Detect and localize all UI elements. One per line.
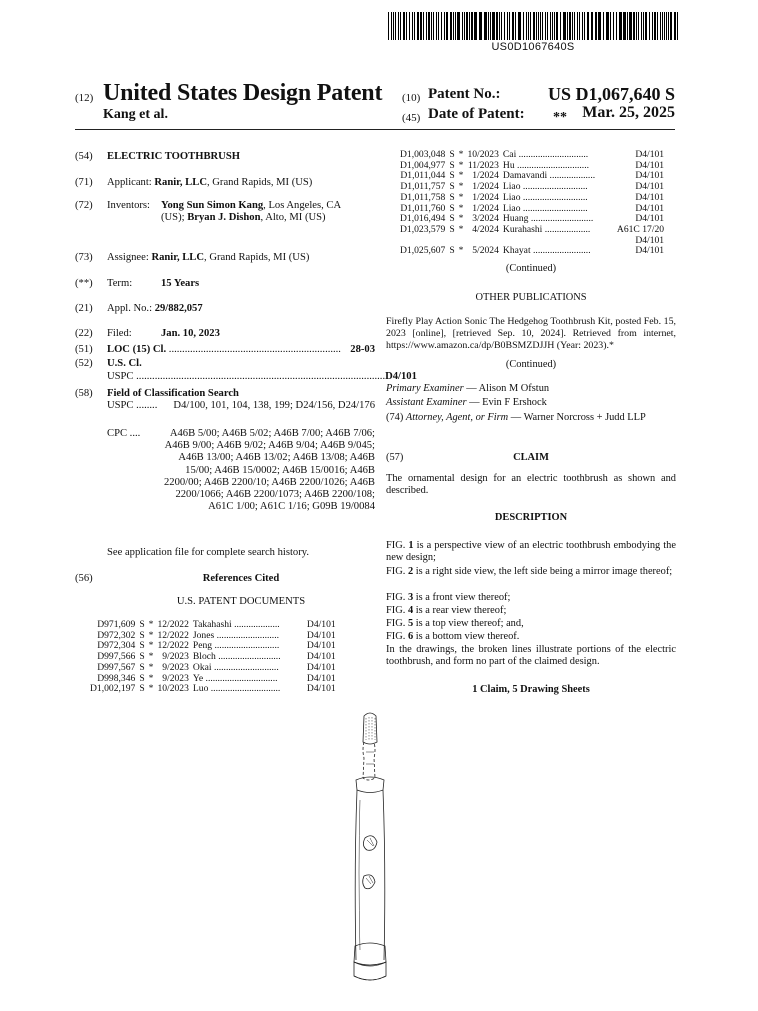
reference-cls: D4/101 — [306, 629, 336, 641]
reference-kind: S — [449, 149, 455, 160]
reference-cls: D4/101 — [306, 683, 336, 695]
label-12: (12) — [75, 92, 94, 104]
reference-row: D1,004,977 S * 11/2023 Hu .............................. D4/101 — [400, 159, 665, 171]
reference-star: * — [458, 245, 464, 257]
reference-star: * — [148, 619, 154, 630]
reference-date: 4/2024 — [472, 223, 499, 235]
reference-name: Liao — [502, 191, 521, 203]
reference-name: Peng — [192, 640, 213, 652]
reference-row: D972,304 S * 12/2022 Peng ........................... D4/101 — [88, 641, 338, 652]
claims-summary: 1 Claim, 5 Drawing Sheets — [472, 684, 590, 695]
reference-name: Luo — [192, 683, 209, 695]
reference-kind: S — [449, 223, 455, 235]
reference-star: * — [148, 629, 154, 641]
reference-num: D972,304 — [97, 640, 136, 652]
reference-star: * — [458, 170, 464, 182]
reference-num: D1,011,757 — [400, 181, 446, 193]
reference-date: 9/2023 — [162, 672, 189, 684]
reference-name: Okai — [192, 661, 212, 673]
attorney: (74) Attorney, Agent, or Firm — Warner Norcross + Judd LLP — [386, 412, 646, 423]
reference-date: 5/2024 — [472, 245, 499, 257]
reference-row: D1,011,044 S * 1/2024 Damavandi ................... D4/101 — [398, 171, 666, 182]
reference-kind: S — [449, 181, 455, 193]
term-stars: ** — [553, 110, 567, 125]
reference-kind: S — [449, 170, 455, 182]
reference-num: D971,609 — [97, 619, 136, 630]
reference-name: Takahashi — [192, 619, 232, 630]
reference-date: 12/2022 — [157, 629, 189, 641]
reference-name: Liao — [502, 202, 521, 214]
label-10: (10) — [402, 92, 421, 104]
broken-lines-note: In the drawings, the broken lines illustrate portions of the electric toothbrush, and form no part of the claimed design. — [386, 644, 676, 668]
reference-num: D1,011,758 — [400, 191, 446, 203]
fig4-desc: FIG. 4 is a rear view thereof; — [386, 605, 507, 616]
reference-num: D1,023,579 — [400, 223, 446, 235]
reference-star: * — [458, 159, 464, 171]
reference-date: 10/2023 — [467, 149, 499, 160]
toothbrush-drawing — [330, 708, 400, 998]
reference-kind: S — [449, 202, 455, 214]
reference-cls: A61C 17/20 — [616, 223, 665, 235]
reference-row: D1,023,579 S * 4/2024 Kurahashi ................... A61C 17/20 — [400, 223, 665, 235]
reference-name: Liao — [502, 181, 521, 193]
reference-star: * — [458, 223, 464, 235]
reference-name: Cai — [502, 149, 517, 160]
reference-cls: D4/101 — [635, 202, 665, 214]
reference-star: * — [148, 640, 154, 652]
reference-row: D1,011,757 S * 1/2024 Liao ........................... D4/101 — [398, 182, 666, 193]
reference-row: D997,566 S * 9/2023 Bloch .......................... D4/101 — [88, 652, 338, 663]
reference-name: Hu — [502, 159, 515, 171]
reference-num: D972,302 — [97, 629, 136, 641]
reference-date: 12/2022 — [157, 619, 189, 630]
reference-row: D1,016,494 S * 3/2024 Huang .......................... D4/101 — [400, 213, 665, 225]
reference-date: 9/2023 — [162, 661, 189, 673]
refs-table-right — [398, 150, 666, 257]
reference-cls: D4/101 — [306, 619, 336, 630]
reference-num: D998,346 — [97, 672, 136, 684]
reference-name: Bloch — [192, 651, 216, 663]
reference-kind: S — [449, 245, 455, 257]
reference-date: 1/2024 — [472, 202, 499, 214]
reference-num: D1,011,044 — [400, 170, 446, 182]
pubs-continued: (Continued) — [505, 359, 557, 370]
reference-name: Huang — [502, 213, 529, 225]
header-rule — [75, 129, 675, 130]
reference-num: D997,566 — [97, 651, 136, 663]
reference-num: D1,004,977 — [400, 159, 446, 171]
reference-num: D997,567 — [97, 661, 136, 673]
reference-kind: S — [139, 640, 145, 652]
reference-date: 3/2024 — [472, 213, 499, 225]
reference-cls: D4/101 — [635, 170, 665, 182]
patent-no-label: Patent No.: — [428, 86, 501, 102]
reference-date: 1/2024 — [472, 191, 499, 203]
reference-row: D998,346 S * 9/2023 Ye .............................. D4/101 — [88, 674, 338, 685]
patent-number: US D1,067,640 S — [547, 84, 675, 104]
reference-star: * — [148, 661, 154, 673]
reference-star: * — [458, 149, 464, 160]
refs-table-left — [88, 620, 338, 695]
reference-cls: D4/101 — [635, 181, 665, 193]
reference-cls: D4/101 — [635, 191, 665, 203]
reference-date: 11/2023 — [467, 159, 499, 171]
reference-date: 10/2023 — [157, 683, 189, 695]
reference-row: D1,025,607 S * 5/2024 Khayat ........................ D4/101 — [400, 245, 665, 257]
reference-kind: S — [449, 191, 455, 203]
fig1-desc: FIG. 1 is a perspective view of an electric toothbrush embodying the new design; — [386, 540, 676, 564]
reference-star: * — [148, 683, 154, 695]
other-publication: Firefly Play Action Sonic The Hedgehog Toothbrush Kit, posted Feb. 15, 2023 [online], [retrieved Sep. 10, 2024]. Retrieved from internet, https://www.amazon.ca/dp/B0BSMZDJJH (Year: 2023).* — [386, 316, 676, 352]
inventors-short: Kang et al. — [103, 107, 168, 122]
reference-cls: D4/101 — [635, 159, 665, 171]
reference-name: Jones — [192, 629, 215, 641]
reference-row: D1,011,758 S * 1/2024 Liao ........................... D4/101 — [398, 193, 666, 204]
reference-cls: D4/101 — [306, 672, 336, 684]
reference-kind: S — [139, 629, 145, 641]
reference-star: * — [148, 651, 154, 663]
reference-row: D972,302 S * 12/2022 Jones .......................... D4/101 — [88, 631, 338, 642]
reference-kind: S — [139, 661, 145, 673]
reference-row: D997,567 S * 9/2023 Okai ........................... D4/101 — [88, 663, 338, 674]
reference-kind: S — [449, 159, 455, 171]
reference-kind: S — [139, 619, 145, 630]
reference-date: 1/2024 — [472, 170, 499, 182]
reference-cls: D4/101 — [306, 651, 336, 663]
label-45: (45) — [402, 112, 421, 124]
other-publications-heading: OTHER PUBLICATIONS — [475, 292, 587, 303]
fig2-desc: FIG. 2 is a right side view, the left side being a mirror image thereof; — [386, 566, 673, 577]
reference-name: Khayat — [502, 245, 531, 257]
reference-num: D1,011,760 — [400, 202, 446, 214]
reference-date: 9/2023 — [162, 651, 189, 663]
reference-kind: S — [449, 213, 455, 225]
patent-type-title: United States Design Patent — [103, 80, 383, 106]
fig6-desc: FIG. 6 is a bottom view thereof. — [386, 631, 520, 642]
reference-row: D1,011,760 S * 1/2024 Liao ........................... D4/101 — [398, 204, 666, 215]
reference-star: * — [458, 191, 464, 203]
reference-date: 12/2022 — [157, 640, 189, 652]
reference-row: D1,003,048 S * 10/2023 Cai ............................. D4/101 — [400, 149, 665, 160]
description-heading: DESCRIPTION — [494, 512, 568, 523]
reference-cls: D4/101 — [306, 640, 336, 652]
reference-star: * — [458, 202, 464, 214]
reference-cls: D4/101 — [635, 234, 665, 246]
reference-name: Ye — [192, 672, 204, 684]
claim-heading-row: (57) CLAIM — [386, 452, 549, 463]
barcode — [388, 12, 678, 40]
reference-num: D1,003,048 — [400, 149, 446, 160]
claim-text: The ornamental design for an electric toothbrush as shown and described. — [386, 473, 676, 497]
reference-kind: S — [139, 651, 145, 663]
reference-star: * — [148, 672, 154, 684]
fig5-desc: FIG. 5 is a top view thereof; and, — [386, 618, 524, 629]
reference-name: Kurahashi — [502, 223, 543, 235]
reference-num: D1,002,197 — [90, 683, 136, 695]
reference-row: D971,609 S * 12/2022 Takahashi ................... D4/101 — [88, 620, 338, 631]
reference-row: D1,002,197 S * 10/2023 Luo ............................. D4/101 — [90, 683, 336, 695]
reference-date: 1/2024 — [472, 181, 499, 193]
reference-num: D1,016,494 — [400, 213, 446, 225]
reference-kind: S — [139, 672, 145, 684]
reference-star: * — [458, 181, 464, 193]
reference-num: D1,025,607 — [400, 245, 446, 257]
reference-cls: D4/101 — [306, 661, 336, 673]
primary-examiner: Primary Examiner — Alison M Ofstun — [386, 383, 550, 394]
refs-continued: (Continued) — [505, 263, 557, 274]
patent-date: Mar. 25, 2025 — [582, 104, 675, 121]
barcode-number: US0D1067640S — [491, 41, 575, 53]
assistant-examiner: Assistant Examiner — Evin F Ershock — [386, 397, 547, 408]
reference-name: Damavandi — [502, 170, 548, 182]
reference-kind: S — [139, 683, 145, 695]
reference-cls: D4/101 — [635, 149, 665, 160]
reference-star: * — [458, 213, 464, 225]
date-label: Date of Patent: — [428, 106, 525, 122]
reference-cls: D4/101 — [635, 213, 665, 225]
reference-cls: D4/101 — [635, 245, 665, 257]
fig3-desc: FIG. 3 is a front view thereof; — [386, 592, 511, 603]
